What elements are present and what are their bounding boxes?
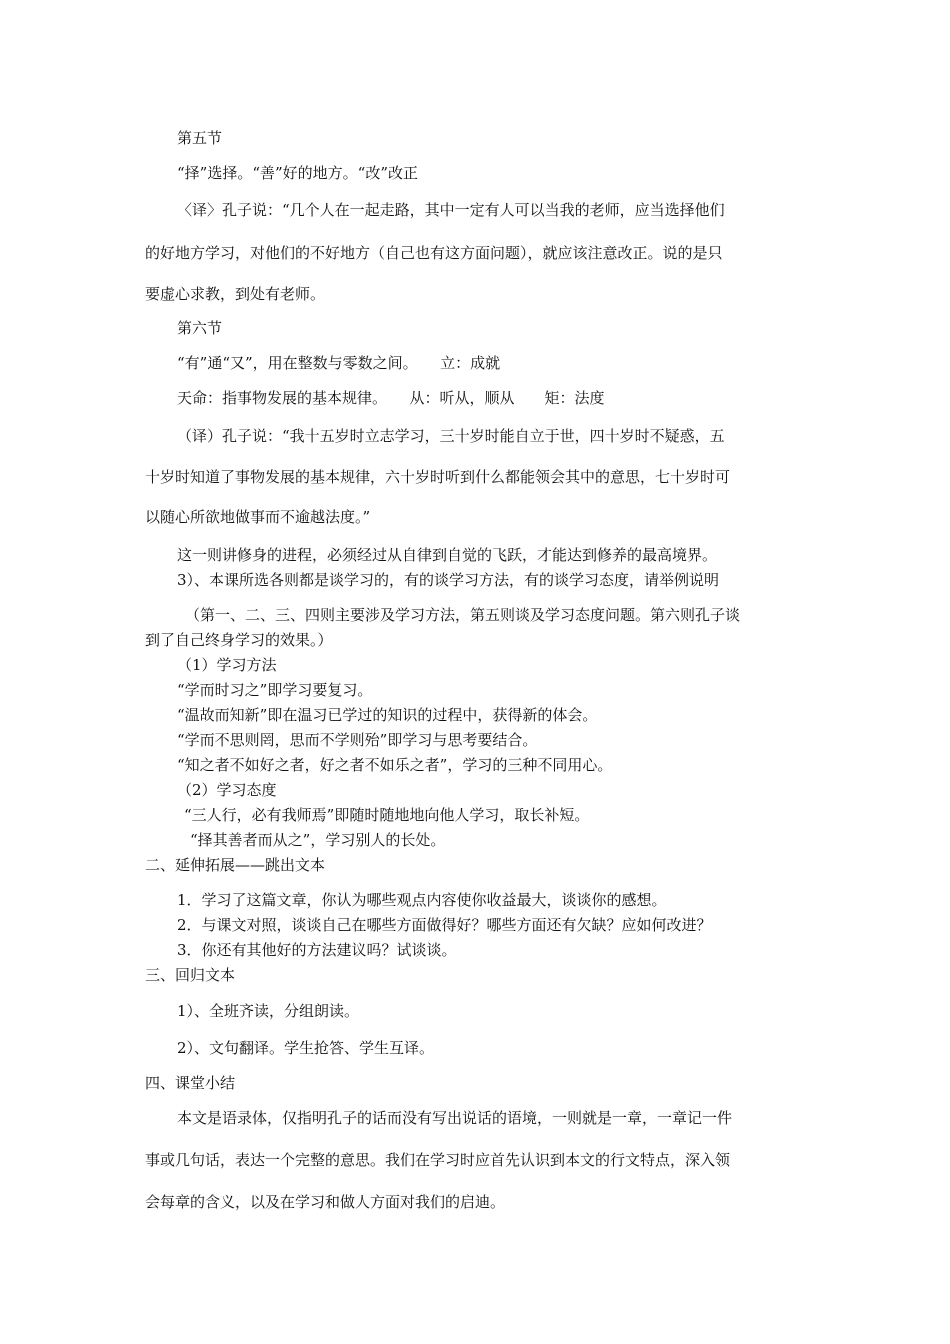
section6-translation-line: 以随心所欲地做事而不逾越法度。” xyxy=(145,508,371,526)
section6-heading: 第六节 xyxy=(177,319,223,337)
question3-answer-line: 到了自己终身学习的效果。） xyxy=(145,631,333,649)
section6-gloss: 天命：指事物发展的基本规律。 从：听从，顺从 矩：法度 xyxy=(177,389,605,407)
part4-heading: 四、课堂小结 xyxy=(145,1074,236,1092)
method-item: “学而时习之”即学习要复习。 xyxy=(177,681,373,699)
method-item: “知之者不如好之者，好之者不如乐之者”，学习的三种不同用心。 xyxy=(177,756,613,774)
section5-translation-line: 的好地方学习，对他们的不好地方（自己也有这方面问题），就应该注意改正。说的是只 xyxy=(145,244,723,262)
part3-item: 2）、文句翻译。学生抢答、学生互译。 xyxy=(177,1039,435,1057)
section5-gloss: “择”选择。“善”好的地方。“改”改正 xyxy=(177,164,419,182)
section6-translation-line: （译）孔子说：“我十五岁时立志学习，三十岁时能自立于世，四十岁时不疑惑，五 xyxy=(177,427,725,445)
part2-item: 1．学习了这篇文章，你认为哪些观点内容使你收益最大，谈谈你的感想。 xyxy=(177,891,667,909)
section5-heading: 第五节 xyxy=(177,129,223,147)
attitude-item: “择其善者而从之”，学习别人的长处。 xyxy=(190,831,446,849)
part4-text-line: 本文是语录体，仅指明孔子的话而没有写出说话的语境，一则就是一章，一章记一件 xyxy=(177,1109,733,1127)
section6-comment: 这一则讲修身的进程，必须经过从自律到自觉的飞跃，才能达到修养的最高境界。 xyxy=(177,546,718,564)
part2-item: 3．你还有其他好的方法建议吗？试谈谈。 xyxy=(177,941,457,959)
method-item: “学而不思则罔，思而不学则殆”即学习与思考要结合。 xyxy=(177,731,538,749)
attitude-item: “三人行，必有我师焉”即随时随地地向他人学习，取长补短。 xyxy=(184,806,590,824)
section6-gloss: “有”通“又”，用在整数与零数之间。 立：成就 xyxy=(177,354,501,372)
question3-answer-line: （第一、二、三、四则主要涉及学习方法，第五则谈及学习态度问题。第六则孔子谈 xyxy=(185,606,741,624)
part2-item: 2．与课文对照，谈谈自己在哪些方面做得好？哪些方面还有欠缺？应如何改进？ xyxy=(177,916,712,934)
part4-text-line: 事或几句话，表达一个完整的意思。我们在学习时应首先认识到本文的行文特点，深入领 xyxy=(145,1151,731,1169)
section5-translation-line: 〈译〉孔子说：“几个人在一起走路，其中一定有人可以当我的老师，应当选择他们 xyxy=(177,201,725,219)
question3-prompt: 3）、本课所选各则都是谈学习的，有的谈学习方法，有的谈学习态度，请举例说明 xyxy=(177,571,720,589)
method-heading: （1）学习方法 xyxy=(177,656,277,674)
part2-heading: 二、延伸拓展——跳出文本 xyxy=(145,856,326,874)
section6-translation-line: 十岁时知道了事物发展的基本规律，六十岁时听到什么都能领会其中的意思，七十岁时可 xyxy=(145,468,731,486)
part3-heading: 三、回归文本 xyxy=(145,966,236,984)
method-item: “温故而知新”即在温习已学过的知识的过程中，获得新的体会。 xyxy=(177,706,598,724)
section5-translation-line: 要虚心求教，到处有老师。 xyxy=(145,285,326,303)
attitude-heading: （2）学习态度 xyxy=(177,781,277,799)
part3-item: 1）、全班齐读，分组朗读。 xyxy=(177,1002,360,1020)
part4-text-line: 会每章的含义，以及在学习和做人方面对我们的启迪。 xyxy=(145,1193,506,1211)
